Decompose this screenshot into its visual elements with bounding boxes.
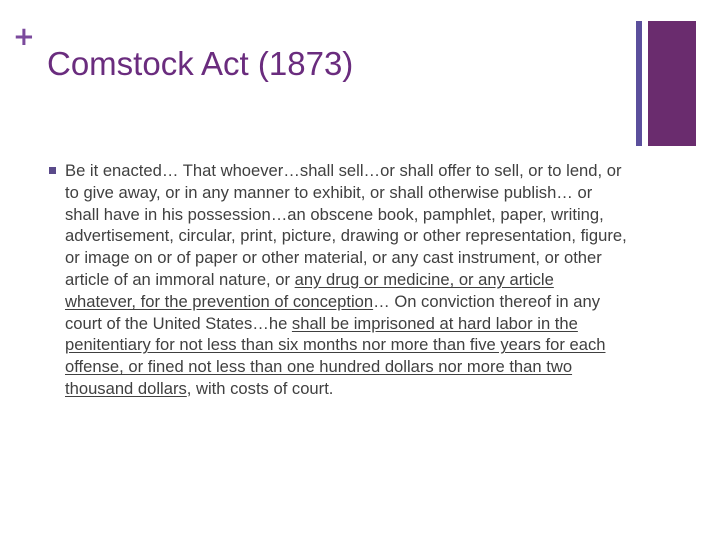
underlined-phrase-penalty: shall be imprisoned at hard labor in the penitentiary for not less than six months nor more than five years for each offense, or fined not less than one hundred dollars nor more than two thousand dollars — [65, 313, 606, 398]
plus-icon: + — [13, 22, 35, 52]
bullet-text-segment-1: Be it enacted… That whoever…shall sell…or shall offer to sell, or to lend, or to give away, or in any manner to exhibit, or shall otherwise publish… or shall have in his possession…an obscene book, pamphlet, paper, writing, advertisement, circular, print, picture, drawing or other representation, figure, or image on or of paper or other material, or any cast instrument, or other article of an immoral nature, or — [65, 161, 627, 289]
square-bullet-icon — [49, 167, 56, 174]
bullet-text-segment-2: … On conviction thereof in any court of the United States…he — [65, 291, 601, 333]
slide-title: Comstock Act (1873) — [47, 45, 354, 82]
slide-body — [48, 160, 628, 400]
underlined-phrase-conception: any drug or medicine, or any article whatever, for the prevention of conception — [65, 269, 554, 311]
bullet-text-segment-3: , with costs of court. — [186, 378, 334, 398]
decorative-bar-thick — [648, 21, 696, 146]
decorative-bar-thin — [636, 21, 642, 146]
bullet-item — [48, 160, 628, 400]
